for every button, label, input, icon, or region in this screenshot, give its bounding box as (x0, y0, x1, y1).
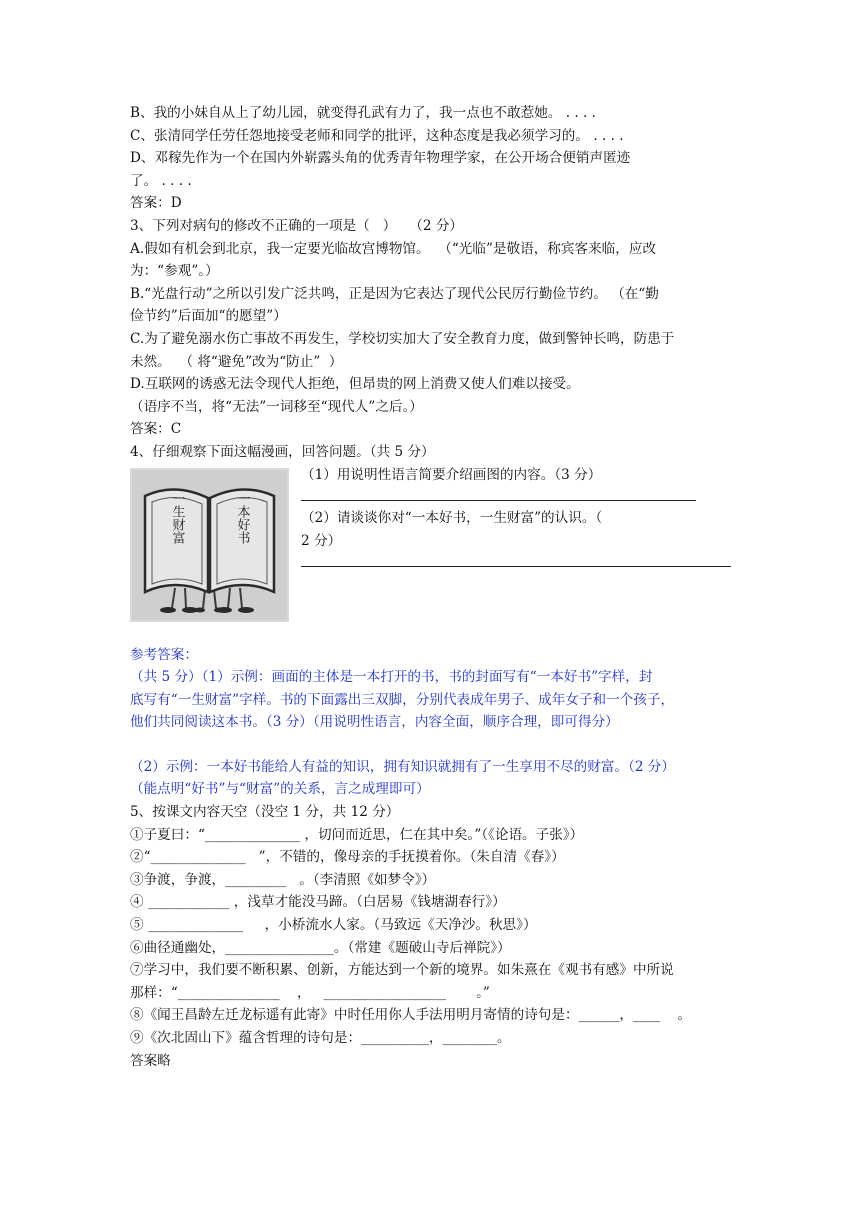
question-5-block (130, 801, 740, 1072)
question-4-block (130, 464, 740, 644)
comic-left-text: 一生财富 (169, 491, 185, 544)
lines-bottom-line: 5、按课文内容天空（没空 1 分，共 12 分） (130, 804, 400, 821)
lines-bottom-line: ⑧《闻王昌龄左迁龙标遥有此寄》中时任用你人手法用明月寄情的诗句是：______，____ 。 (130, 1007, 692, 1024)
lines-top-line: D、邓稼先作为一个在国内外崭露头角的优秀青年物理学家，在公开场合便销声匿迹 (130, 150, 631, 167)
lines-top-line: A.假如有机会到北京，我一定要光临故宫博物馆。 （“光临”是敬语，称宾客来临，应改 (130, 240, 657, 257)
answer-blue2-line: （能点明“好书”与“财富”的关系，言之成理即可） (130, 781, 430, 798)
lines-top-line: D.互联网的诱惑无法令现代人拒绝，但昂贵的网上消费又使人们难以接受。 (130, 376, 580, 393)
lines-bottom-line: ⑥曲径通幽处，________________。（常建《题破山寺后禅院》） (130, 939, 511, 956)
q4-sub-question-2-cont: 2 分） (301, 532, 342, 549)
lines-top-line: 答案：C (130, 421, 182, 438)
lines-top-line: 了。 . . . . (130, 172, 192, 189)
lines-bottom-line: ①子夏曰：“______________ ，切问而近思，仁在其中矣。”（《论语。子张》） (130, 826, 584, 843)
lines-bottom-line: 答案略 (130, 1052, 171, 1069)
q4-sub-question-2: （2）请谈谈你对“一本好书，一生财富”的认识。（ (301, 510, 603, 527)
answer-line-2[interactable] (301, 552, 731, 567)
book-comic-image (130, 468, 289, 622)
answer-blue-line: 底写有“一生财富”字样。书的下面露出三双脚，分别代表成年男子、成年女子和一个孩子， (130, 691, 675, 708)
lines-bottom-line: ⑦学习中，我们要不断积累、创新，方能达到一个新的境界。如朱熹在《观书有感》中所说 (130, 962, 674, 979)
lines-top-line: 未然。 （ 将“避免”改为“防止” ） (130, 353, 343, 370)
lines-top-line: 4、仔细观察下面这幅漫画，回答问题。（共 5 分） (130, 443, 435, 460)
document-page (130, 102, 740, 1072)
lines-top-line: 俭节约”后面加“的愿望”） (130, 308, 287, 325)
lines-top-line: C.为了避免溺水伤亡事故不再发生，学校切实加大了安全教育力度，做到警钟长鸣，防患于 (130, 330, 675, 347)
comic-right-text: 一本好书 (234, 491, 250, 544)
lines-bottom-line: ②“______________ ”，不错的，像母亲的手抚摸着你。（朱自清《春》） (130, 849, 565, 866)
reference-answer-block-2 (130, 756, 740, 801)
lines-bottom-line: ⑨《次北固山下》蕴含哲理的诗句是：__________，________。 (130, 1030, 511, 1046)
lines-bottom-line: ⑤ ______________ ，小桥流水人家。（马致远《天净沙。秋思》） (130, 917, 537, 934)
lines-top-line: C、张清同学任劳任怨地接受老师和同学的批评，这种态度是我必须学习的。 . . . . (130, 127, 624, 144)
lines-bottom-line: ④ ____________ ，浅草才能没马蹄。（白居易《钱塘湖春行》） (130, 894, 506, 911)
answer-blue2-line: （2）示例：一本好书能给人有益的知识，拥有知识就拥有了一生享用不尽的财富。（2 分） (130, 758, 675, 775)
answer-blue-line: （共 5 分）（1）示例：画面的主体是一本打开的书，书的封面写有“一本好书”字样，封 (130, 669, 653, 686)
lines-top-line: B.“光盘行动”之所以引发广泛共鸣，正是因为它表达了现代公民厉行勤俭节约。 （在“勤 (130, 285, 659, 302)
answer-blue-line: 他们共同阅读这本书。（3 分）（用说明性语言，内容全面，顺序合理，即可得分） (130, 714, 619, 731)
answer-line-1[interactable] (301, 486, 696, 501)
lines-top-line: 答案：D (130, 195, 182, 212)
lines-bottom-line: 那样：“_______________ ， __________________ 。” (130, 984, 490, 1001)
answer-blue-line: 参考答案： (130, 646, 198, 663)
lines-top-line: B、我的小妹自从上了幼儿园，就变得孔武有力了，我一点也不敢惹她。 . . . . (130, 105, 596, 121)
q4-sub-question-1: （1）用说明性语言简要介绍画图的内容。（3 分） (301, 466, 602, 483)
question-block-top (130, 102, 740, 464)
lines-bottom-line: ③争渡，争渡，_________ 。（李清照《如梦令》） (130, 871, 436, 888)
lines-top-line: 为：“参观”。） (130, 263, 219, 280)
lines-top-line: （语序不当，将“无法”一词移至“现代人”之后。） (130, 398, 423, 415)
lines-top-line: 3、下列对病句的修改不正确的一项是（ ） （2 分） (130, 217, 464, 234)
reference-answer-block (130, 644, 740, 734)
